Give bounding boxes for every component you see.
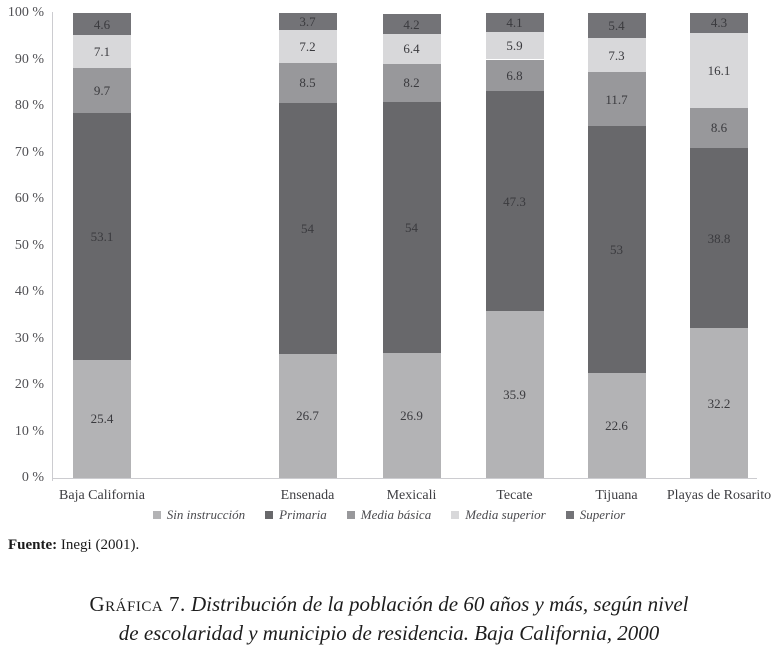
- x-axis-category-label: Baja California: [59, 488, 145, 503]
- legend-swatch: [153, 511, 161, 519]
- bar-segment: [588, 373, 646, 478]
- figure-caption: [0, 590, 778, 645]
- bar-segment: [383, 34, 441, 64]
- legend-item: [566, 507, 626, 523]
- legend: [0, 507, 778, 523]
- bar-segment: [279, 30, 337, 63]
- bar-segment: [486, 60, 544, 92]
- legend-swatch: [451, 511, 459, 519]
- bar-value-label: 5.9: [506, 38, 523, 54]
- bar-segment: [690, 33, 748, 108]
- bar-segment: [73, 35, 131, 68]
- source-label: Fuente:: [8, 537, 58, 553]
- bar-value-label: 32.2: [707, 395, 731, 411]
- legend-item-label: Primaria: [279, 507, 327, 522]
- bar-segment: [486, 311, 544, 478]
- y-tick-label: 30 %: [14, 330, 44, 346]
- x-axis-category-label: Ensenada: [280, 488, 335, 503]
- y-axis-line: [52, 12, 53, 481]
- bar-value-label: 47.3: [503, 193, 526, 209]
- y-tick-label: 50 %: [14, 237, 44, 253]
- bar-segment: [73, 113, 131, 360]
- bar-value-label: 8.6: [710, 120, 728, 136]
- bar-segment: [279, 103, 337, 354]
- bar-value-label: 35.9: [503, 387, 526, 403]
- legend-swatch: [566, 511, 574, 519]
- bar-segment: [279, 63, 337, 103]
- bar-value-label: 26.7: [296, 408, 319, 424]
- legend-item: [451, 507, 546, 523]
- y-tick-label: 60 %: [14, 191, 44, 206]
- bar-segment: [588, 72, 646, 126]
- bar-value-label: 4.3: [710, 15, 728, 31]
- y-tick-label: 0 %: [21, 470, 44, 485]
- bar-value-label: 7.2: [299, 38, 316, 54]
- caption-line2: de escolaridad y municipio de residencia. Baja California, 2000: [118, 621, 660, 645]
- y-tick-label: 70 %: [14, 144, 44, 160]
- x-axis-category-label: Tijuana: [595, 488, 638, 503]
- bar-value-label: 7.3: [608, 47, 625, 63]
- bar-value-label: 6.4: [403, 41, 420, 57]
- bar-segment: [383, 102, 441, 353]
- bar-segment: [383, 64, 441, 102]
- bar-segment: [588, 38, 646, 72]
- bar-value-label: 22.6: [605, 417, 628, 433]
- bar-value-label: 53.1: [90, 228, 114, 244]
- bar-value-label: 4.1: [506, 15, 523, 31]
- x-axis-line: [52, 478, 757, 479]
- bar-segment: [588, 13, 646, 38]
- bar-value-label: 54: [405, 219, 418, 235]
- legend-item: [265, 507, 327, 523]
- bar-value-label: 9.7: [93, 82, 111, 98]
- source-text: Inegi (2001).: [57, 537, 140, 553]
- bar-value-label: 4.6: [93, 16, 111, 32]
- bar-segment: [690, 108, 748, 148]
- y-tick-label: 90 %: [14, 51, 44, 67]
- bar-value-label: 54: [301, 220, 314, 236]
- bar-value-label: 4.2: [403, 16, 420, 32]
- bar-value-label: 16.1: [707, 62, 731, 78]
- legend-item-label: Media superior: [465, 507, 546, 522]
- x-axis-category-label: Mexicali: [386, 488, 437, 503]
- x-axis-category-label: Tecate: [496, 488, 533, 503]
- bar-segment: [588, 126, 646, 372]
- x-axis-category-label: Playas de Rosarito: [666, 488, 772, 503]
- bar-segment: [486, 13, 544, 32]
- bar-value-label: 8.2: [403, 75, 420, 91]
- legend-item-label: Media básica: [360, 507, 432, 522]
- bar-segment: [690, 148, 748, 328]
- legend-item-label: Superior: [579, 507, 626, 522]
- bar-segment: [383, 353, 441, 478]
- y-tick-label: 40 %: [14, 284, 44, 299]
- bar-segment: [73, 68, 131, 113]
- y-tick-label: 100 %: [7, 5, 44, 20]
- bar-segment: [279, 354, 337, 478]
- bar-value-label: 8.5: [299, 75, 316, 91]
- bar-segment: [73, 13, 131, 34]
- bar-value-label: 6.8: [506, 67, 523, 83]
- y-tick-label: 80 %: [14, 98, 44, 113]
- y-tick-label: 10 %: [14, 423, 44, 439]
- bar-value-label: 3.7: [299, 13, 316, 29]
- legend-swatch: [265, 511, 273, 519]
- bar-segment: [73, 360, 131, 478]
- bar-value-label: 7.1: [93, 43, 111, 59]
- y-tick-label: 20 %: [14, 377, 44, 392]
- bar-segment: [383, 14, 441, 34]
- bar-segment: [486, 91, 544, 311]
- bar-value-label: 38.8: [707, 230, 731, 246]
- bar-value-label: 5.4: [608, 18, 625, 34]
- legend-swatch: [347, 511, 355, 519]
- legend-item: [347, 507, 431, 523]
- bar-value-label: 25.4: [90, 411, 114, 427]
- bar-value-label: 53: [610, 242, 623, 258]
- legend-item-label: Sin instrucción: [166, 507, 246, 522]
- bar-segment: [690, 13, 748, 33]
- bar-value-label: 26.9: [400, 407, 423, 423]
- caption-number: Gráfica 7.: [89, 592, 186, 616]
- bar-segment: [279, 13, 337, 30]
- source-note: [8, 537, 139, 554]
- bar-segment: [486, 32, 544, 59]
- bar-segment: [690, 328, 748, 478]
- legend-item: [153, 507, 245, 523]
- caption-line1: Distribución de la población de 60 años y más, según nivel: [190, 592, 689, 616]
- bar-value-label: 11.7: [605, 91, 628, 107]
